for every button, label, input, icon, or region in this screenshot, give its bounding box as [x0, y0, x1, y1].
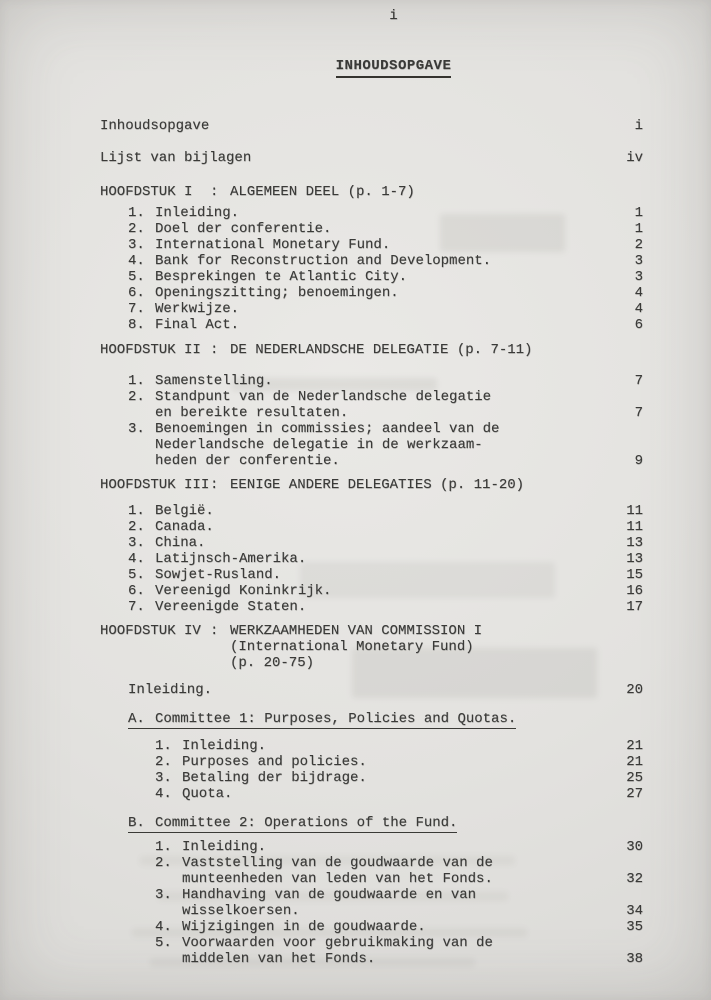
chapter-label: HOOFDSTUK IV	[100, 623, 201, 639]
subsection-heading-text	[128, 711, 516, 729]
list-item	[155, 839, 643, 855]
chapter-item-list	[100, 503, 643, 615]
entry-page-number: 6	[634, 317, 643, 333]
entry-page-number: 1	[634, 205, 643, 221]
entry-page-number: 4	[634, 301, 643, 317]
entry-page-number: 34	[626, 903, 643, 919]
list-item	[128, 551, 643, 567]
entry-page-number: 9	[634, 453, 643, 469]
subsection-heading-text	[128, 815, 457, 833]
entry-label: Purposes and policies.	[182, 754, 367, 770]
entry-label: Vereenigde Staten.	[155, 599, 307, 615]
item-number: 3.	[155, 770, 172, 786]
entry-page-number: 21	[626, 738, 643, 754]
entry-label: Inleiding.	[155, 205, 240, 221]
item-number: 1.	[128, 503, 145, 519]
page-folio	[122, 8, 665, 24]
chapter-title	[230, 184, 643, 200]
entry-page-number: 11	[626, 503, 643, 519]
entry-label: Canada.	[155, 519, 214, 535]
list-item	[128, 519, 643, 535]
chapter-separator: :	[210, 184, 219, 200]
item-number: 2.	[128, 519, 145, 535]
item-number: 1.	[155, 839, 172, 855]
item-number: 5.	[128, 567, 145, 583]
list-item	[128, 285, 643, 301]
chapter-title	[230, 477, 643, 493]
list-item	[155, 855, 643, 887]
chapter-title	[230, 342, 643, 358]
chapter-title-line: WERKZAAMHEDEN VAN COMMISSION I	[230, 623, 483, 639]
entry-page-number: 35	[626, 919, 643, 935]
item-number: 4.	[155, 786, 172, 802]
item-number: 2.	[128, 389, 145, 405]
list-item	[155, 738, 643, 754]
list-item	[128, 253, 643, 269]
subsection-title: Committee 2: Operations of the Fund.	[155, 815, 458, 831]
item-number: 6.	[128, 583, 145, 599]
entry-label: Benoemingen in commissies; aandeel van de	[155, 421, 500, 437]
entry-label: en bereikte resultaten.	[155, 405, 349, 421]
item-number: 2.	[155, 754, 172, 770]
subsection-letter: A.	[128, 711, 145, 727]
item-number: 4.	[128, 253, 145, 269]
item-number: 2.	[155, 855, 172, 871]
list-item	[128, 373, 643, 389]
chapter-title-line: EENIGE ANDERE DELEGATIES (p. 11-20)	[230, 477, 525, 493]
entry-label: België.	[155, 503, 214, 519]
entry-label: Samenstelling.	[155, 373, 273, 389]
entry-page-number: 16	[626, 583, 643, 599]
list-item	[100, 682, 643, 698]
item-number: 7.	[128, 599, 145, 615]
item-number: 3.	[155, 887, 172, 903]
item-number: 1.	[155, 738, 172, 754]
entry-label: Lijst van bijlagen	[100, 150, 252, 166]
subsection-title: Committee 1: Purposes, Policies and Quotas.	[155, 711, 517, 727]
item-number: 3.	[128, 535, 145, 551]
chapter-label: HOOFDSTUK III	[100, 477, 210, 493]
entry-label: munteenheden van leden van het Fonds.	[182, 871, 493, 887]
list-item	[155, 919, 643, 935]
list-item	[128, 421, 643, 469]
chapter-title-line: (International Monetary Fund)	[230, 639, 474, 655]
entry-page-number: 13	[626, 535, 643, 551]
entry-page-number: 1	[634, 221, 643, 237]
chapter-item-list	[100, 373, 643, 469]
entry-label: wisselkoersen.	[182, 903, 300, 919]
entry-page-number: 32	[626, 871, 643, 887]
entry-label: Inleiding.	[128, 682, 213, 698]
item-number: 4.	[128, 551, 145, 567]
chapter-section-2	[100, 342, 643, 469]
list-item	[100, 150, 643, 166]
item-number: 2.	[128, 221, 145, 237]
entry-page-number: 2	[634, 237, 643, 253]
entry-page-number: 11	[626, 519, 643, 535]
chapter-heading	[100, 184, 643, 200]
entry-page-number: 38	[626, 951, 643, 967]
subsection-item-list	[100, 839, 643, 967]
list-item	[128, 237, 643, 253]
item-number: 4.	[155, 919, 172, 935]
entry-label: Inleiding.	[182, 839, 267, 855]
entry-label: Betaling der bijdrage.	[182, 770, 367, 786]
entry-label: International Monetary Fund.	[155, 237, 391, 253]
entry-page-number: 4	[634, 285, 643, 301]
front-matter-list	[100, 118, 643, 166]
entry-label: Besprekingen te Atlantic City.	[155, 269, 408, 285]
entry-page-number: 7	[634, 405, 643, 421]
entry-label: Inleiding.	[182, 738, 267, 754]
entry-page-number: 27	[626, 786, 643, 802]
list-item	[128, 221, 643, 237]
chapter-separator: :	[210, 342, 219, 358]
list-item	[155, 754, 643, 770]
subsection-b	[100, 815, 643, 967]
entry-label: Handhaving van de goudwaarde en van	[182, 887, 477, 903]
item-number: 5.	[155, 935, 172, 951]
list-item	[128, 583, 643, 599]
chapter-item-list	[100, 205, 643, 333]
entry-page-number: 20	[626, 682, 643, 698]
title-row	[122, 58, 665, 78]
entry-label: Standpunt van de Nederlandsche delegatie	[155, 389, 492, 405]
entry-page-number: 30	[626, 839, 643, 855]
entry-label: Quota.	[182, 786, 233, 802]
list-item	[128, 317, 643, 333]
list-item	[155, 770, 643, 786]
chapter-title-line: ALGEMEEN DEEL (p. 1-7)	[230, 184, 415, 200]
list-item	[128, 389, 643, 421]
subsection-letter: B.	[128, 815, 145, 831]
entry-label: heden der conferentie.	[155, 453, 340, 469]
chapter-heading	[100, 623, 643, 671]
chapter-title	[230, 623, 643, 671]
entry-label: Doel der conferentie.	[155, 221, 332, 237]
page-title: INHOUDSOPGAVE	[336, 58, 452, 78]
entry-label: middelen van het Fonds.	[182, 951, 376, 967]
entry-label: Wijzigingen in de goudwaarde.	[182, 919, 426, 935]
chapter-section-4	[100, 623, 643, 967]
entry-label: Bank for Reconstruction and Development.	[155, 253, 492, 269]
entry-page-number: 21	[626, 754, 643, 770]
chapter-label: HOOFDSTUK II	[100, 342, 201, 358]
entry-page-number: 25	[626, 770, 643, 786]
chapter-section-3	[100, 477, 643, 615]
item-number: 3.	[128, 237, 145, 253]
entry-page-number: 15	[626, 567, 643, 583]
entry-page-number: 3	[634, 253, 643, 269]
chapter-heading	[100, 342, 643, 358]
entry-label: China.	[155, 535, 206, 551]
entry-page-number: i	[634, 118, 643, 134]
folio-number: i	[389, 8, 398, 24]
item-number: 7.	[128, 301, 145, 317]
chapter-title-line: DE NEDERLANDSCHE DELEGATIE (p. 7-11)	[230, 342, 533, 358]
list-item	[128, 301, 643, 317]
entry-page-number: 13	[626, 551, 643, 567]
chapter-separator: :	[210, 477, 219, 493]
entry-label: Final Act.	[155, 317, 240, 333]
list-item	[155, 887, 643, 919]
list-item	[128, 205, 643, 221]
entry-label: Sowjet-Rusland.	[155, 567, 282, 583]
list-item	[128, 567, 643, 583]
item-number: 3.	[128, 421, 145, 437]
entry-label: Nederlandsche delegatie in de werkzaam-	[155, 437, 483, 453]
entry-page-number: 17	[626, 599, 643, 615]
entry-page-number: iv	[626, 150, 643, 166]
entry-label: Openingszitting; benoemingen.	[155, 285, 399, 301]
chapter-section-1	[100, 184, 643, 333]
entry-page-number: 7	[634, 373, 643, 389]
subsection-item-list	[100, 738, 643, 802]
subsection-a	[100, 711, 643, 802]
list-item	[155, 935, 643, 967]
entry-label: Voorwaarden voor gebruikmaking van de	[182, 935, 493, 951]
list-item	[128, 503, 643, 519]
list-item	[128, 535, 643, 551]
entry-label: Vaststelling van de goudwaarde van de	[182, 855, 493, 871]
item-number: 8.	[128, 317, 145, 333]
entry-label: Inhoudsopgave	[100, 118, 210, 134]
item-number: 5.	[128, 269, 145, 285]
entry-label: Werkwijze.	[155, 301, 240, 317]
entry-label: Vereenigd Koninkrijk.	[155, 583, 332, 599]
item-number: 1.	[128, 373, 145, 389]
list-item	[155, 786, 643, 802]
subsection-heading	[100, 711, 643, 729]
item-number: 1.	[128, 205, 145, 221]
entry-page-number: 3	[634, 269, 643, 285]
list-item	[100, 118, 643, 134]
chapter-separator: :	[210, 623, 219, 639]
list-item	[128, 599, 643, 615]
list-item	[128, 269, 643, 285]
item-number: 6.	[128, 285, 145, 301]
chapter-heading	[100, 477, 643, 493]
chapter-label: HOOFDSTUK I	[100, 184, 193, 200]
chapter-title-line: (p. 20-75)	[230, 655, 315, 671]
entry-label: Latijnsch-Amerika.	[155, 551, 307, 567]
subsection-heading	[100, 815, 643, 833]
